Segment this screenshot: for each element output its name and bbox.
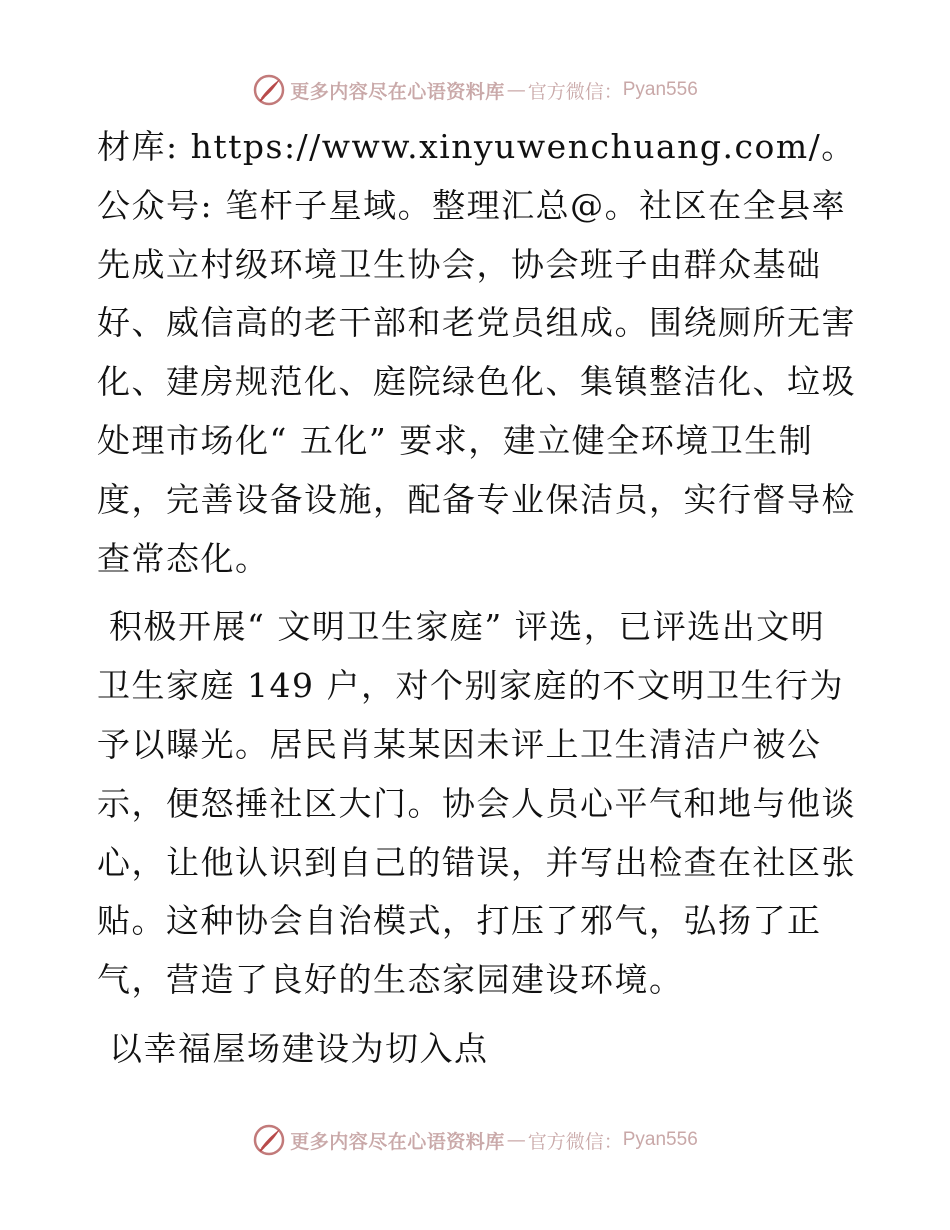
banner-brand-text: 更多内容尽在心语资料库: [290, 80, 505, 103]
banner-wechat-id: Pyan556: [622, 79, 698, 100]
banner-separator: —: [506, 79, 526, 101]
paragraph-2: 积极开展“ 文明卫生家庭” 评选，已评选出文明卫生家庭 149 户，对个别家庭的不文明卫生行为予以曝光。居民肖某某因未评上卫生清洁户被公示，便怒捶社区大门。协会人员心平气和地与他谈心，让他认识到自己的错误，并写出检查在社区张贴。这种协会自治模式，打压了邪气，弘扬了正气，营造了良好的生态家园建设环境。: [97, 607, 856, 1000]
paragraph-1: 材库: https://www.xinyuwenchuang.com/。公众号: 笔杆子星域。整理汇总@。社区在全县率先成立村级环境卫生协会，协会班子由群众基础好、威信高的老干部和老党员组成。围绕厕所无害化、建房规范化、庭院绿色化、集镇整洁化、垃圾处理市场化“ 五化” 要求，建立健全环境卫生制度，完善设备设施，配备专业保洁员，实行督导检查常态化。: [97, 127, 856, 578]
header-banner: [0, 70, 950, 110]
banner-brand-text: 更多内容尽在心语资料库: [290, 1130, 505, 1153]
banner-wechat-label: 官方微信：: [527, 1130, 623, 1153]
banner-wechat-id: Pyan556: [622, 1129, 698, 1150]
quill-logo-icon: [252, 1123, 286, 1157]
paragraph-3: 以幸福屋场建设为切入点: [97, 1028, 489, 1068]
document-body: [97, 118, 857, 1079]
quill-logo-icon: [252, 73, 286, 107]
banner-wechat-label: 官方微信：: [527, 80, 623, 103]
banner-separator: —: [506, 1129, 526, 1151]
footer-banner: [0, 1120, 950, 1160]
